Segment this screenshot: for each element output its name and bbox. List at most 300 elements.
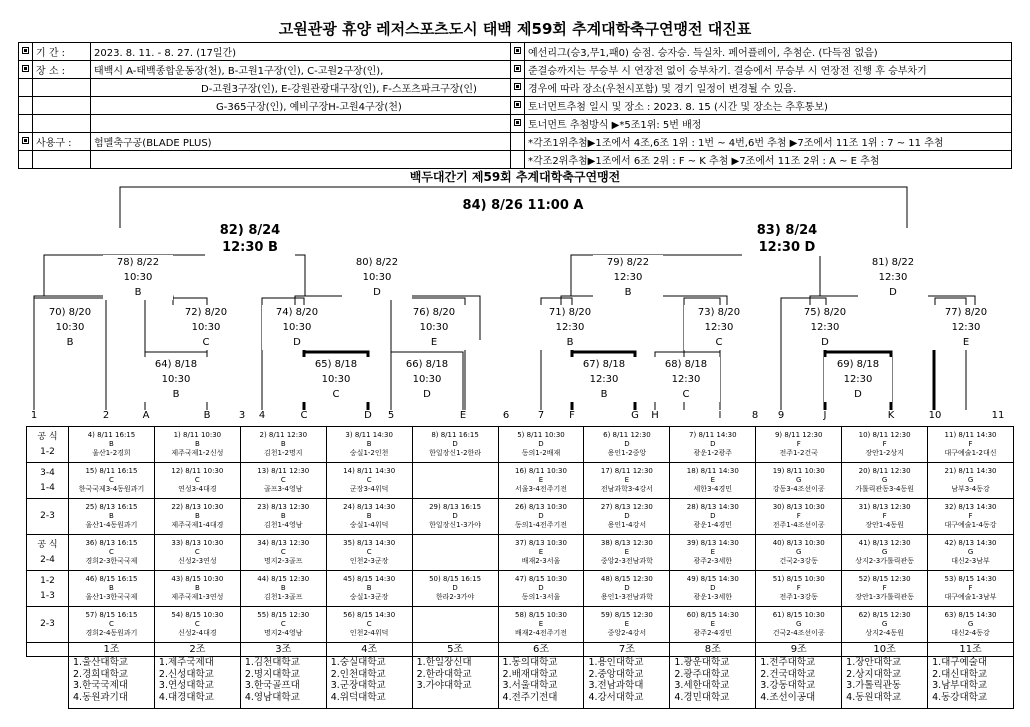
match-line: 76) 8/20	[412, 307, 456, 318]
match-teams: 장안1-3가톨릭관동	[855, 593, 914, 601]
group-header: 5조	[412, 643, 498, 657]
r32-match	[570, 357, 638, 402]
match-line: 67) 8/18	[582, 359, 626, 370]
match-teams: 전주1-2건국	[779, 449, 818, 457]
schedule-cell	[154, 463, 240, 499]
rule-text: 예선리그(승3,무1,패0) 승점. 승자승. 득실차. 페어플레이, 추첨순. (다득점 없음)	[525, 43, 1012, 61]
bracket-slot-label: C	[300, 410, 308, 421]
match-time: 34) 8/13 12:30	[257, 539, 310, 547]
team-name: 1.장안대학교	[846, 657, 902, 668]
match-line: D	[373, 287, 381, 298]
group-team-list	[842, 657, 928, 709]
match-line: 82) 8/24	[219, 223, 281, 238]
schedule-cell	[326, 463, 412, 499]
match-teams: 한일장신1-2한라	[429, 449, 482, 457]
final-match: 84) 8/26 11:00 A	[413, 198, 633, 213]
match-teams: 대신2-3남부	[951, 557, 990, 565]
match-teams: 경희2-3한국국제	[85, 557, 138, 565]
match-line: D	[293, 337, 301, 348]
quarterfinal-match	[103, 255, 173, 300]
bracket-slot-label: H	[651, 410, 659, 421]
bracket-slot-label: 2	[102, 410, 110, 421]
match-teams: 신성2-3연성	[178, 557, 217, 565]
group-team-list	[756, 657, 842, 709]
bracket-slot-label: 5	[387, 410, 395, 421]
match-time: 5) 8/11 10:30	[517, 431, 565, 439]
info-value: G-365구장(인), 예비구장H-고원4구장(천)	[91, 97, 511, 115]
match-time: 37) 8/13 10:30	[514, 539, 567, 547]
schedule-cell	[928, 499, 1014, 535]
group-team-list	[928, 657, 1014, 709]
group-team-list	[498, 657, 584, 709]
match-venue: F	[882, 512, 887, 520]
match-line: 74) 8/20	[275, 307, 319, 318]
team-name: 1.광운대학교	[674, 657, 730, 668]
match-venue: D	[624, 584, 630, 592]
match-line: 65) 8/18	[314, 359, 358, 370]
group-team-list	[326, 657, 412, 709]
group-header: 10조	[842, 643, 928, 657]
match-venue: C	[194, 620, 200, 628]
schedule-cell	[584, 499, 670, 535]
schedule-cell	[756, 571, 842, 607]
schedule-cell	[670, 571, 756, 607]
match-venue: D	[538, 584, 544, 592]
match-time: 50) 8/15 16:15	[429, 575, 482, 583]
bracket-slot-label: 4	[258, 410, 266, 421]
match-venue: C	[280, 620, 286, 628]
info-key: 기 간 :	[33, 43, 91, 61]
schedule-row	[27, 535, 1014, 571]
match-line: D	[854, 389, 862, 400]
match-time: 4) 8/11 16:15	[87, 431, 136, 439]
match-teams: 한일장신1-3가야	[429, 521, 482, 529]
team-name: 4.동원대학교	[846, 691, 902, 703]
schedule-cell	[756, 463, 842, 499]
schedule-cell	[498, 571, 584, 607]
schedule-row-label	[27, 463, 69, 499]
team-name: 4.위덕대학교	[330, 691, 386, 703]
team-name: 1.숭실대학교	[330, 657, 386, 668]
team-name: 4.동원과기대	[73, 691, 128, 703]
match-teams: 김천1-2명지	[264, 449, 303, 457]
match-venue: D	[452, 584, 458, 592]
match-line: E	[430, 337, 438, 348]
match-time: 24) 8/13 14:30	[343, 503, 396, 511]
group-header: 9조	[756, 643, 842, 657]
match-venue: C	[194, 476, 200, 484]
group-header: 3조	[240, 643, 326, 657]
team-name: 1.동의대학교	[502, 657, 558, 668]
match-venue: E	[710, 476, 716, 484]
match-line: 12:30 B	[222, 240, 278, 255]
semi-line	[44, 255, 305, 296]
team-name: 3.한국국제대	[73, 680, 128, 691]
match-time: 57) 8/15 16:15	[85, 611, 138, 619]
team-name: 2.명지대학교	[244, 668, 300, 680]
match-line: 80) 8/22	[355, 257, 399, 268]
match-line: 10:30	[282, 322, 312, 333]
team-name: 1.김천대학교	[244, 657, 300, 668]
match-venue: B	[366, 584, 372, 592]
match-time: 22) 8/13 10:30	[171, 503, 224, 511]
schedule-cell	[928, 535, 1014, 571]
match-time: 43) 8/15 10:30	[171, 575, 224, 583]
match-line: 12:30	[555, 322, 585, 333]
r32-match	[652, 357, 720, 402]
match-time: 39) 8/13 14:30	[686, 539, 739, 547]
schedule-cell	[584, 607, 670, 643]
schedule-row-label	[27, 571, 69, 607]
schedule-row-label	[27, 499, 69, 535]
match-time: 47) 8/15 10:30	[514, 575, 567, 583]
team-name: 2.건국대학교	[760, 668, 816, 680]
match-line: 10:30	[362, 272, 392, 283]
schedule-cell	[326, 571, 412, 607]
label-bottom: 2-4	[40, 554, 55, 565]
match-time: 38) 8/13 12:30	[600, 539, 653, 547]
match-teams: 배재2-3서울	[521, 557, 561, 565]
match-time: 35) 8/13 14:30	[343, 539, 396, 547]
schedule-cell	[154, 427, 240, 463]
match-line: 79) 8/22	[606, 257, 650, 268]
schedule-cell	[584, 535, 670, 571]
r16-match	[262, 305, 332, 350]
schedule-row-label	[27, 535, 69, 571]
match-time: 2) 8/11 12:30	[259, 431, 308, 439]
schedule-table	[26, 426, 1014, 709]
match-teams: 용인1-3전남과학	[600, 593, 653, 601]
match-venue: G	[967, 548, 974, 556]
match-time: 52) 8/15 12:30	[858, 575, 911, 583]
match-venue: C	[280, 548, 286, 556]
info-key: 사용구 :	[33, 133, 91, 151]
match-time: 49) 8/15 14:30	[686, 575, 739, 583]
match-time: 44) 8/15 12:30	[257, 575, 310, 583]
team-name: 4.대경대학교	[158, 691, 214, 703]
match-venue: C	[109, 620, 114, 628]
schedule-cell	[326, 427, 412, 463]
match-venue: C	[194, 548, 200, 556]
bracket-slot-label: A	[142, 410, 150, 421]
match-teams: 광운1-2광주	[693, 449, 733, 457]
match-venue: C	[366, 548, 372, 556]
match-venue: C	[109, 476, 114, 484]
match-line: 71) 8/20	[548, 307, 592, 318]
team-name: 2.경희대학교	[73, 668, 128, 680]
group-header: 11조	[928, 643, 1014, 657]
group-team-list	[584, 657, 670, 709]
match-venue: B	[109, 584, 114, 592]
match-line: 12:30	[951, 322, 981, 333]
bracket-slot-label: F	[569, 410, 575, 421]
schedule-cell	[240, 427, 326, 463]
match-line: 78) 8/22	[116, 257, 160, 268]
match-line: 77) 8/20	[944, 307, 988, 318]
match-time: 23) 8/13 12:30	[257, 503, 310, 511]
schedule-row	[27, 463, 1014, 499]
match-time: 21) 8/11 14:30	[944, 467, 997, 475]
match-venue: B	[194, 440, 200, 448]
match-line: 10:30	[412, 374, 442, 385]
match-time: 45) 8/15 14:30	[343, 575, 396, 583]
label-bottom: 1-2	[40, 446, 55, 457]
match-line: 72) 8/20	[184, 307, 228, 318]
schedule-cell	[670, 535, 756, 571]
match-time: 28) 8/13 14:30	[686, 503, 739, 511]
schedule-cell	[670, 607, 756, 643]
group-header: 7조	[584, 643, 670, 657]
match-teams: 배재2-4전주기전	[514, 629, 567, 637]
match-time: 27) 8/13 12:30	[600, 503, 653, 511]
match-teams: 건국2-3강동	[779, 557, 818, 565]
label-top: 1-2	[40, 575, 55, 586]
schedule-cell	[756, 535, 842, 571]
team-name: 1.울산대학교	[73, 657, 128, 668]
r32-match	[142, 357, 210, 402]
group-teams-row	[27, 657, 1014, 709]
match-venue: F	[882, 584, 887, 592]
match-line: C	[332, 389, 340, 400]
match-time: 53) 8/15 14:30	[944, 575, 997, 583]
match-time: 19) 8/11 10:30	[772, 467, 825, 475]
schedule-cell	[498, 427, 584, 463]
match-venue: G	[881, 620, 888, 628]
info-value: D-고원3구장(인), E-강원관광대구장(인), F-스포츠파크구장(인)	[91, 79, 511, 97]
match-time: 12) 8/11 10:30	[171, 467, 224, 475]
match-venue: E	[538, 620, 544, 628]
team-name: 3.가야대학교	[416, 680, 472, 691]
match-time: 1) 8/11 10:30	[173, 431, 222, 439]
r32-match	[824, 357, 892, 402]
team-name: 3.가톨릭관동	[846, 680, 902, 691]
match-teams: 세한3-4경민	[693, 485, 733, 493]
match-teams: 중앙2-3전남과학	[600, 557, 653, 565]
match-teams: 대구예술1-4동강	[944, 521, 997, 529]
info-value: 험멜축구공(BLADE PLUS)	[91, 133, 511, 151]
rule-text: 토너먼트 추첨방식 ▶*5조1위: 5번 배정	[525, 115, 1012, 133]
bracket-slot-label: 1	[30, 410, 38, 421]
schedule-cell	[412, 571, 498, 607]
r16-match	[171, 305, 241, 350]
label-top: 공 식	[37, 431, 58, 442]
match-teams: 한라2-3가야	[435, 593, 475, 601]
match-teams: 건국2-4조선이공	[772, 629, 825, 637]
schedule-cell	[756, 607, 842, 643]
team-name: 3.서울대학교	[502, 680, 558, 691]
schedule-cell	[412, 427, 498, 463]
match-line: 12:30	[878, 272, 908, 283]
group-header: 1조	[69, 643, 155, 657]
match-venue: G	[967, 620, 974, 628]
team-name: 1.한일장신대	[416, 657, 472, 668]
match-venue: G	[881, 476, 888, 484]
schedule-cell	[584, 427, 670, 463]
team-name: 1.대구예술대	[932, 657, 988, 668]
rule-text: 준결승까지는 무승부 시 연장전 없이 승부차기. 결승에서 무승부 시 연장전 진행 후 승부차기	[525, 61, 1012, 79]
schedule-cell	[326, 607, 412, 643]
bracket-slot-label: D	[364, 410, 372, 421]
schedule-cell	[240, 463, 326, 499]
bracket-slot-label: B	[203, 410, 211, 421]
page-title: 고원관광 휴양 레저스포츠도시 태백 제59회 추계대학축구연맹전 대진표	[278, 20, 752, 38]
schedule-cell	[756, 499, 842, 535]
match-line: B	[172, 389, 180, 400]
match-line: 75) 8/20	[803, 307, 847, 318]
schedule-cell	[584, 463, 670, 499]
match-line: 12:30	[704, 322, 734, 333]
group-header: 2조	[154, 643, 240, 657]
bracket-slot-label: 10	[928, 410, 942, 421]
match-line: 64) 8/18	[154, 359, 198, 370]
match-venue: E	[710, 548, 716, 556]
quarterfinal-match	[593, 255, 663, 300]
schedule-cell	[842, 427, 928, 463]
match-line: D	[423, 389, 431, 400]
match-venue: C	[109, 548, 114, 556]
match-teams: 제주국제1-4대경	[171, 521, 224, 529]
team-name: 1.용인대학교	[588, 657, 644, 668]
schedule-cell	[928, 571, 1014, 607]
group-team-list	[69, 657, 155, 709]
match-time: 20) 8/11 12:30	[858, 467, 911, 475]
bracket-slot-label: 3	[238, 410, 246, 421]
schedule-row	[27, 427, 1014, 463]
match-line: 10:30	[191, 322, 221, 333]
match-venue: B	[280, 512, 286, 520]
match-teams: 대구예술1-3남부	[944, 593, 997, 601]
match-line: D	[821, 337, 829, 348]
match-venue: B	[194, 512, 200, 520]
match-teams: 신성2-4대경	[178, 629, 217, 637]
bracket-slot-label: 9	[777, 410, 785, 421]
schedule-cell	[69, 427, 155, 463]
schedule-cell	[69, 607, 155, 643]
team-name: 3.세한대학교	[674, 680, 730, 691]
match-time: 8) 8/11 16:15	[431, 431, 479, 439]
match-time: 51) 8/15 10:30	[772, 575, 825, 583]
match-time: 56) 8/15 14:30	[343, 611, 396, 619]
schedule-cell	[670, 499, 756, 535]
match-teams: 연성3-4대경	[178, 485, 217, 493]
group-header-row	[27, 643, 1014, 657]
schedule-cell	[240, 607, 326, 643]
match-venue: C	[366, 476, 372, 484]
match-teams: 대구예술1-2대신	[944, 449, 997, 457]
group-header: 4조	[326, 643, 412, 657]
match-teams: 울산1-3한국국제	[85, 593, 138, 601]
match-teams: 김천1-3골프	[264, 593, 303, 601]
match-line: C	[682, 389, 690, 400]
r16-match	[399, 305, 469, 350]
match-time: 6) 8/11 12:30	[603, 431, 651, 439]
match-teams: 전주1-3강동	[779, 593, 818, 601]
team-name: 4.전주기전대	[502, 691, 558, 703]
match-teams: 인천2-4위덕	[349, 629, 389, 637]
match-time: 17) 8/11 12:30	[600, 467, 653, 475]
schedule-row-label	[27, 607, 69, 643]
match-time: 62) 8/15 12:30	[858, 611, 911, 619]
teams-blank	[27, 657, 69, 709]
match-time: 59) 8/15 12:30	[600, 611, 653, 619]
match-line: 12:30	[843, 374, 873, 385]
match-teams: 울산1-4동원과기	[85, 521, 138, 529]
match-venue: F	[968, 584, 973, 592]
schedule-cell	[928, 607, 1014, 643]
match-teams: 남부3-4동강	[951, 485, 990, 493]
match-venue: D	[452, 440, 458, 448]
r32-match	[302, 357, 370, 402]
match-time: 7) 8/11 14:30	[689, 431, 737, 439]
match-time: 16) 8/11 10:30	[514, 467, 567, 475]
schedule-cell	[842, 499, 928, 535]
match-time: 58) 8/15 10:30	[514, 611, 567, 619]
match-line: 10:30	[55, 322, 85, 333]
match-line: B	[66, 337, 74, 348]
match-teams: 울산1-2경희	[92, 449, 131, 457]
match-time: 9) 8/11 12:30	[774, 431, 823, 439]
match-venue: B	[280, 440, 286, 448]
r16-match	[790, 305, 860, 350]
schedule-cell	[240, 571, 326, 607]
match-venue: D	[710, 512, 716, 520]
group-team-list	[670, 657, 756, 709]
match-line: B	[600, 389, 608, 400]
schedule-cell	[69, 499, 155, 535]
match-venue: G	[967, 476, 974, 484]
match-venue: G	[881, 548, 888, 556]
schedule-cell	[154, 499, 240, 535]
bracket-slot-label: I	[718, 410, 722, 421]
match-teams: 김천1-4영남	[264, 521, 303, 529]
match-time: 60) 8/15 14:30	[686, 611, 739, 619]
schedule-cell	[498, 463, 584, 499]
match-line: C	[202, 337, 210, 348]
team-name: 2.신성대학교	[158, 668, 214, 680]
rule-text: *각조2위추첨▶1조에서 6조 2위 : F ~ K 추첨 ▶7조에서 11조 2위 : A ~ E 추첨	[525, 151, 1012, 169]
bracket-slot-label: E	[459, 410, 467, 421]
match-teams: 명지2-4영남	[264, 629, 303, 637]
match-venue: D	[452, 512, 458, 520]
match-time: 14) 8/11 14:30	[343, 467, 396, 475]
match-venue: F	[968, 512, 973, 520]
match-time: 40) 8/13 10:30	[772, 539, 825, 547]
match-venue: G	[795, 548, 802, 556]
match-teams: 광운1-4경민	[693, 521, 733, 529]
match-venue: D	[624, 512, 630, 520]
match-teams: 숭실1-3군장	[349, 593, 389, 601]
match-time: 46) 8/15 16:15	[85, 575, 138, 583]
match-venue: B	[109, 512, 114, 520]
match-teams: 장안1-4동원	[865, 521, 904, 529]
match-line: 10:30	[321, 374, 351, 385]
match-venue: D	[710, 584, 716, 592]
match-teams: 인천2-3군장	[349, 557, 389, 565]
match-time: 48) 8/15 12:30	[600, 575, 653, 583]
match-time: 32) 8/13 14:30	[944, 503, 997, 511]
match-time: 11) 8/11 14:30	[944, 431, 997, 439]
team-name: 4.동강대학교	[932, 691, 988, 703]
match-venue: D	[538, 440, 544, 448]
match-line: 66) 8/18	[405, 359, 449, 370]
schedule-cell	[670, 427, 756, 463]
label-bottom: 1-4	[40, 482, 55, 493]
team-name: 2.광주대학교	[674, 668, 730, 680]
label-bottom: 1-3	[40, 590, 55, 601]
semifinal-match	[742, 222, 832, 256]
schedule-cell	[412, 535, 498, 571]
schedule-cell	[154, 535, 240, 571]
